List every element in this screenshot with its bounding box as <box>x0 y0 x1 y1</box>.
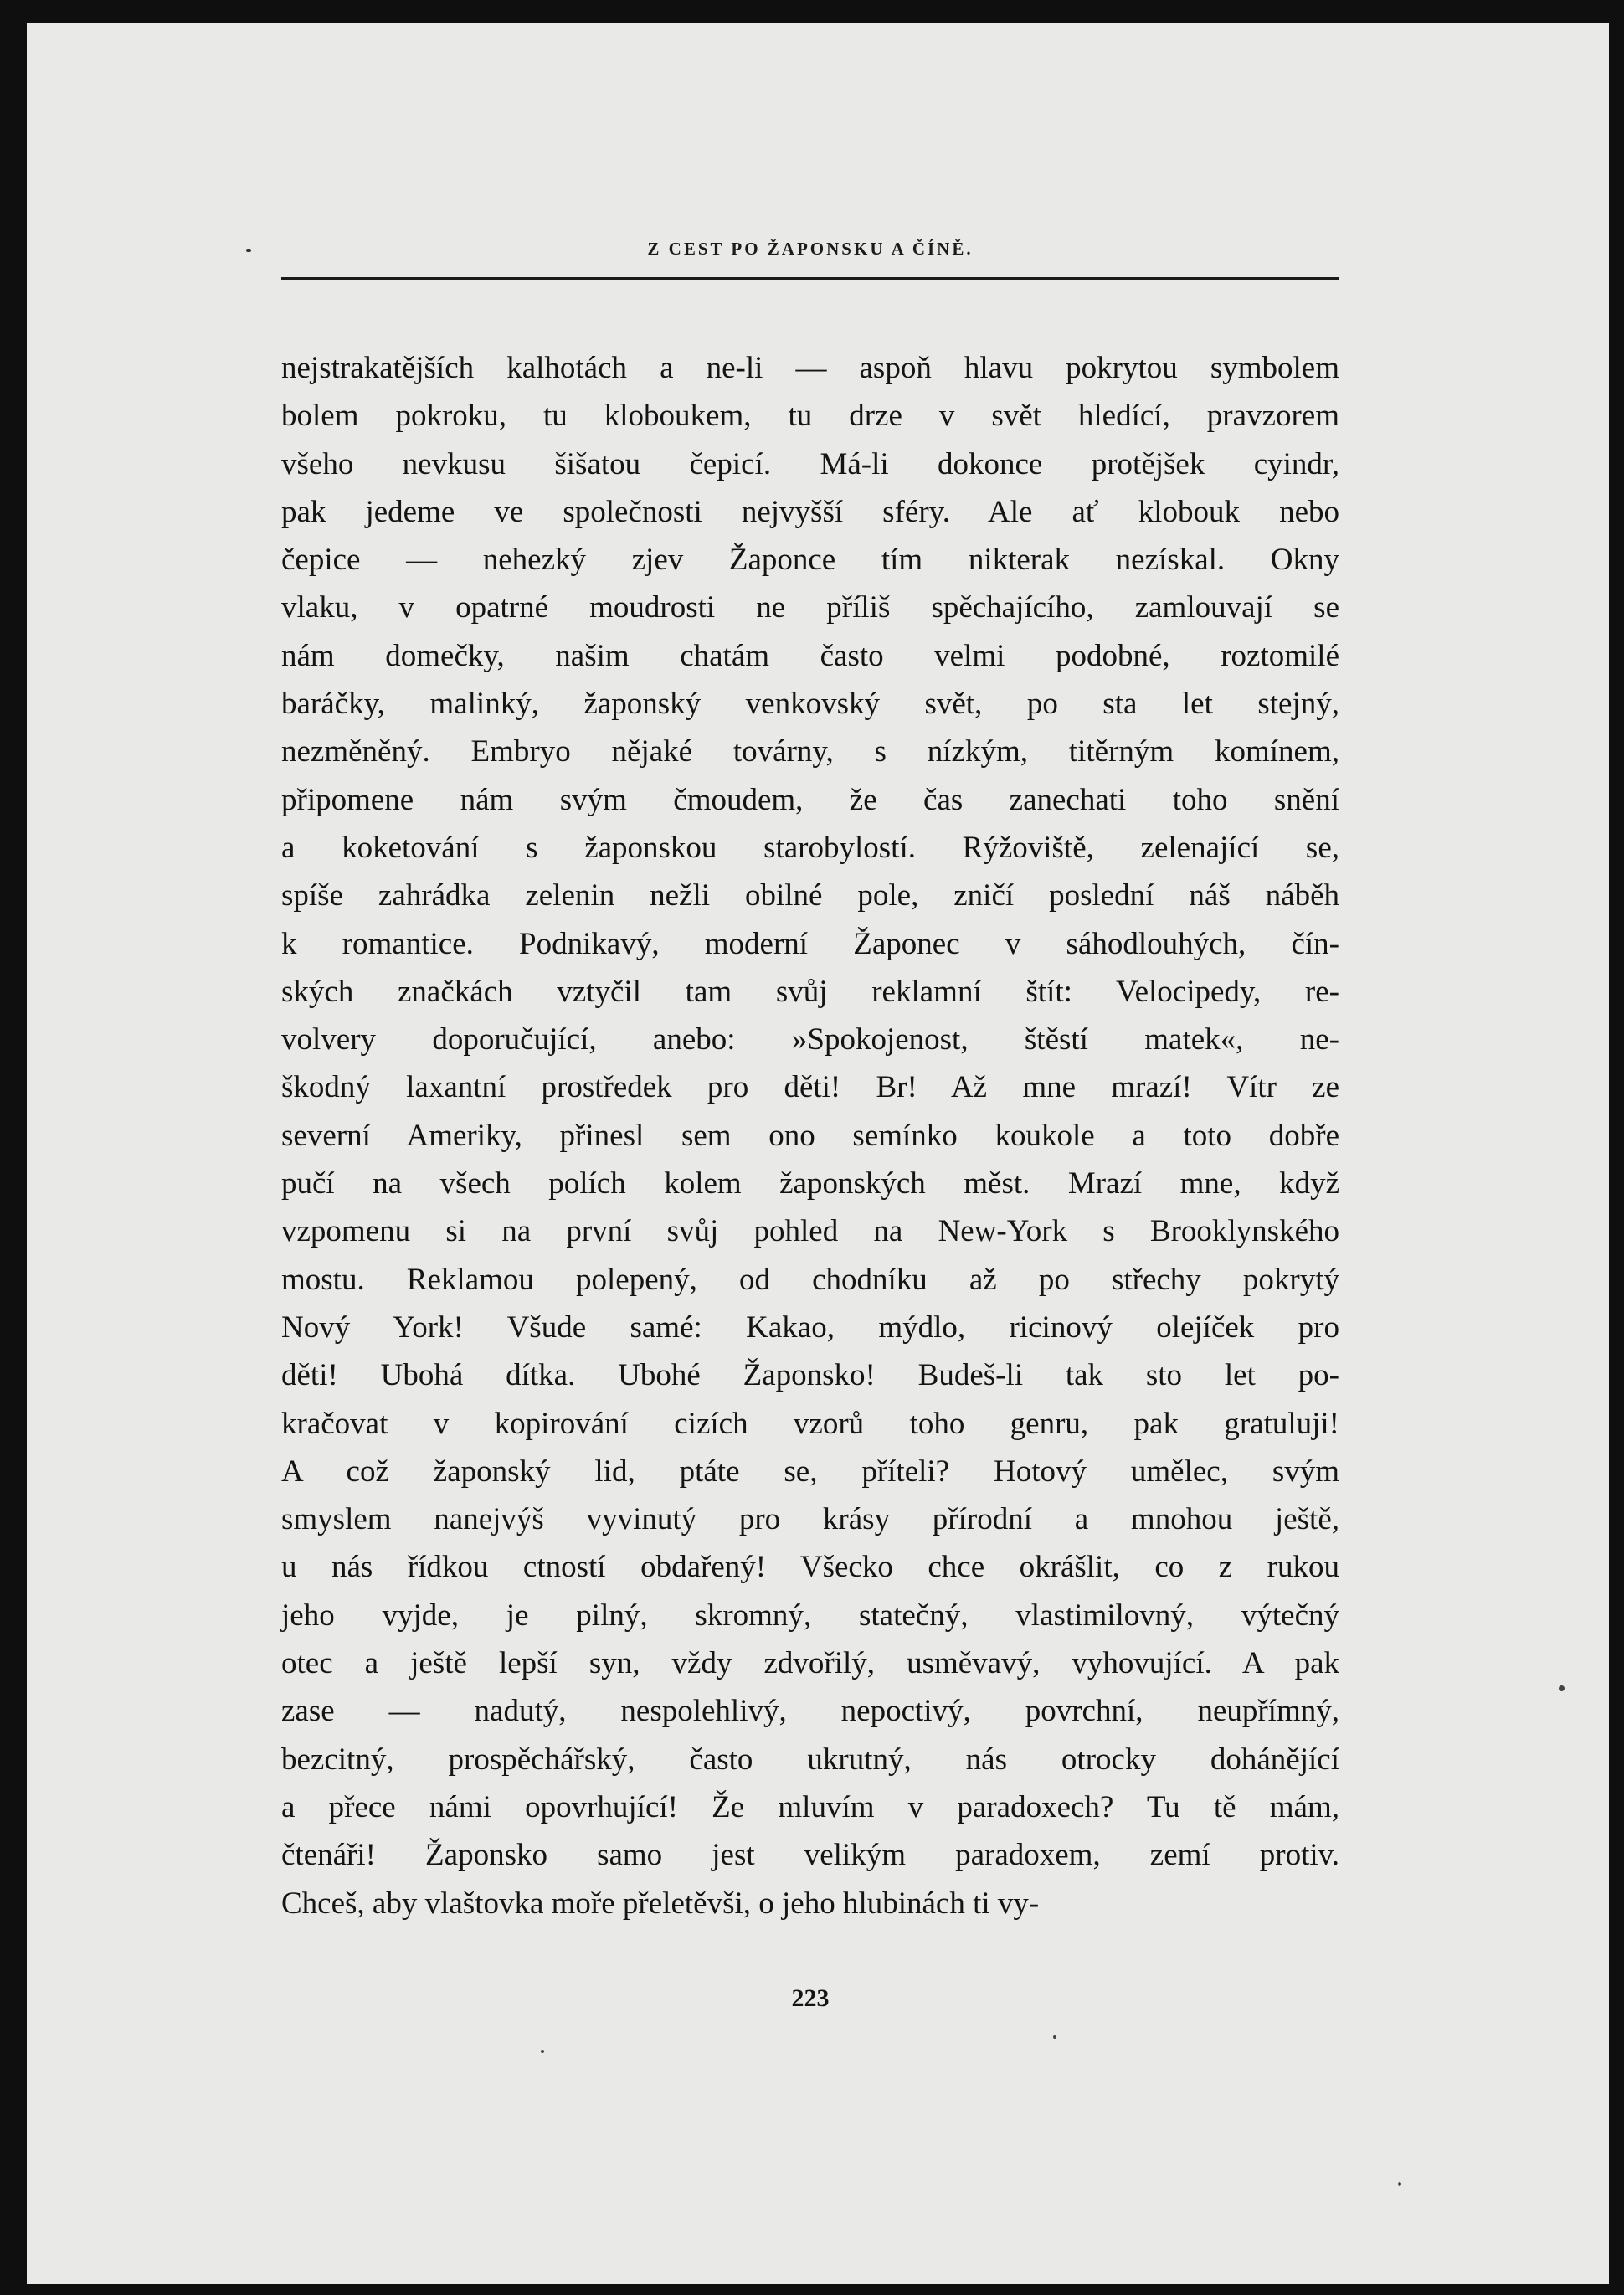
text-line: bezcitný, prospěchářský, často ukrutný, nás otrocky dohánějící <box>281 1742 1339 1777</box>
page-number: 223 <box>791 1984 830 2012</box>
text-line: pučí na všech polích kolem žaponských měst. Mrazí mne, když <box>281 1166 1339 1202</box>
text-line: bolem pokroku, tu kloboukem, tu drze v svět hledící, pravzorem <box>281 399 1339 434</box>
text-line: nejstrakatějších kalhotách a ne-li — aspoň hlavu pokrytou symbolem <box>281 351 1339 385</box>
running-head-title: Z CEST PO ŽAPONSKU A ČÍNĚ. <box>647 239 974 259</box>
text-line: a koketování s žaponskou starobylostí. Rýžoviště, zelenající se, <box>281 830 1339 865</box>
text-line: nám domečky, našim chatám často velmi podobné, roztomilé <box>281 638 1339 673</box>
scan-speck <box>1398 2182 1401 2186</box>
scan-speck <box>1053 2035 1056 2039</box>
text-line: mostu. Reklamou polepený, od chodníku až po střechy pokrytý <box>281 1262 1339 1297</box>
scan-speck <box>1559 1685 1565 1691</box>
text-line: připomene nám svým čmoudem, že čas zanechati toho snění <box>281 782 1339 817</box>
text-line: vlaku, v opatrné moudrosti ne příliš spěchajícího, zamlouvají se <box>281 590 1339 625</box>
text-line: A což žaponský lid, ptáte se, příteli? Hotový umělec, svým <box>281 1454 1339 1489</box>
body-text <box>281 344 1339 1927</box>
text-line: pak jedeme ve společnosti nejvyšší sféry. Ale ať klobouk nebo <box>281 494 1339 529</box>
text-line: a přece námi opovrhující! Že mluvím v paradoxech? Tu tě mám, <box>281 1789 1339 1824</box>
text-line: všeho nevkusu šišatou čepicí. Má-li dokonce protějšek cyindr, <box>281 446 1339 481</box>
text-line: jeho vyjde, je pilný, skromný, statečný, vlastimilovný, výtečný <box>281 1598 1339 1633</box>
text-line: děti! Ubohá dítka. Ubohé Žaponsko! Budeš-li tak sto let po- <box>281 1358 1339 1393</box>
text-line: Nový York! Všude samé: Kakao, mýdlo, ricinový olejíček pro <box>281 1310 1339 1345</box>
text-line: k romantice. Podnikavý, moderní Žaponec v sáhodlouhých, čín- <box>281 926 1339 961</box>
text-line: vzpomenu si na první svůj pohled na New-York s Brooklynského <box>281 1214 1339 1249</box>
text-line: čepice — nehezký zjev Žaponce tím nikterak nezískal. Okny <box>281 543 1339 578</box>
text-line: otec a ještě lepší syn, vždy zdvořilý, usměvavý, vyhovující. A pak <box>281 1646 1339 1681</box>
scan-speck <box>541 2050 544 2053</box>
text-line: ských značkách vztyčil tam svůj reklamní štít: Velocipedy, re- <box>281 974 1339 1009</box>
text-line: zase — nadutý, nespolehlivý, nepoctivý, povrchní, neupřímný, <box>281 1694 1339 1729</box>
text-line: volvery doporučující, anebo: »Spokojenost, štěstí matek«, ne- <box>281 1022 1339 1057</box>
text-line: u nás řídkou ctností obdařený! Všecko chce okrášlit, co z rukou <box>281 1550 1339 1585</box>
text-line: Chceš, aby vlaštovka moře přeletěvši, o jeho hlubinách ti vy- <box>281 1886 1040 1921</box>
text-line: severní Ameriky, přinesl sem ono semínko koukole a toto dobře <box>281 1118 1339 1153</box>
text-line: škodný laxantní prostředek pro děti! Br! Až mne mrazí! Vítr ze <box>281 1070 1339 1105</box>
text-line: nezměněný. Embryo nějaké továrny, s nízkým, titěrným komínem, <box>281 734 1339 769</box>
text-line: kračovat v kopirování cizích vzorů toho genru, pak gratuluji! <box>281 1406 1339 1441</box>
book-page <box>27 23 1609 2284</box>
text-line: smyslem nanejvýš vyvinutý pro krásy přírodní a mnohou ještě, <box>281 1502 1339 1537</box>
text-line: baráčky, malinký, žaponský venkovský svět, po sta let stejný, <box>281 687 1339 722</box>
head-mark <box>246 249 251 252</box>
text-line: čtenáři! Žaponsko samo jest velikým paradoxem, zemí protiv. <box>281 1838 1339 1873</box>
running-head <box>281 229 1339 280</box>
text-line: spíše zahrádka zelenin nežli obilné pole, zničí poslední náš náběh <box>281 878 1339 913</box>
